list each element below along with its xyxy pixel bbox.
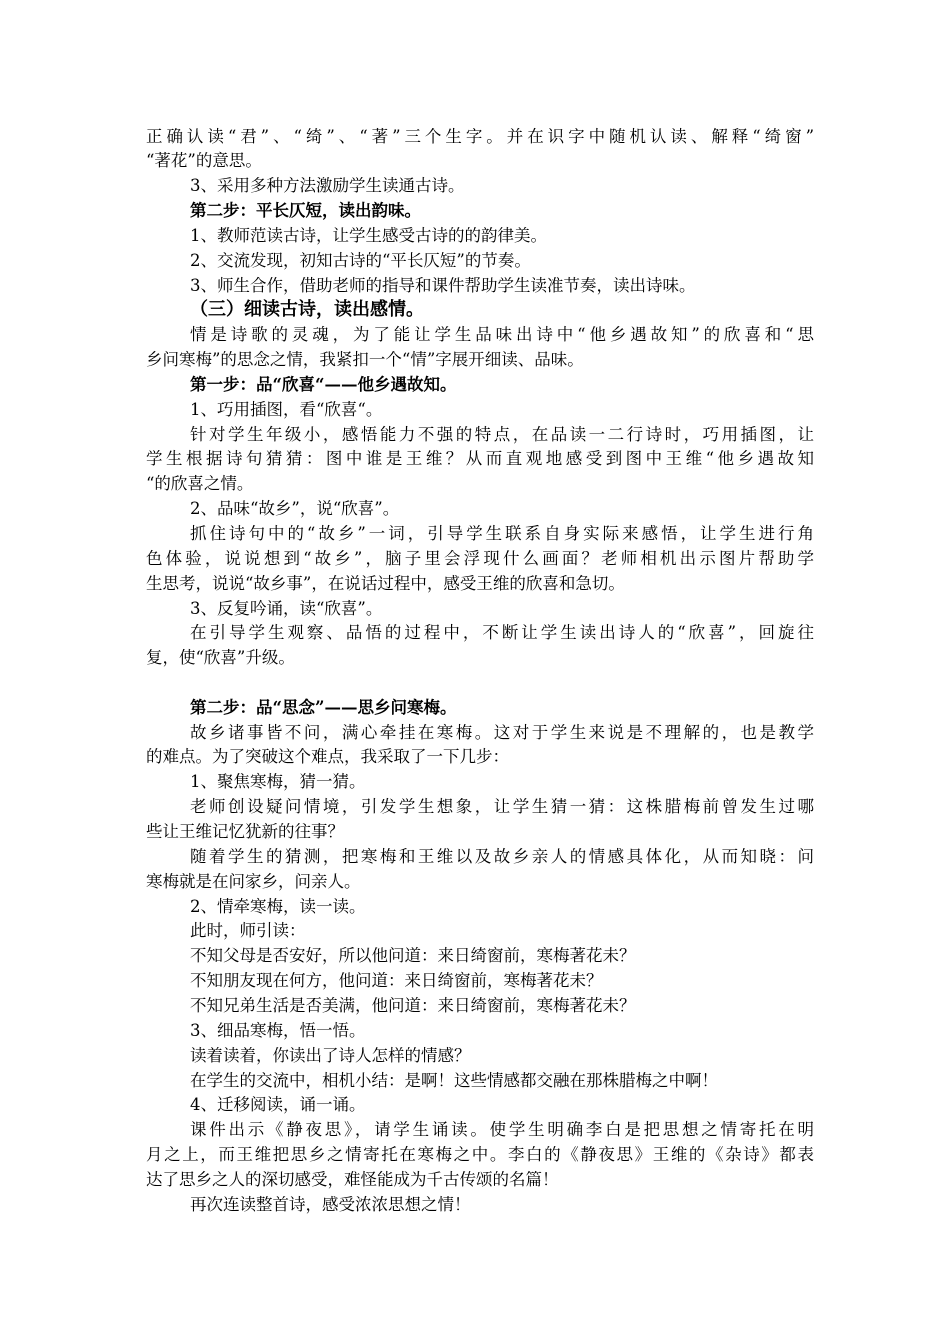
paragraph-line: 学生根据诗句猜猜：图中谁是王维？从而直观地感受到图中王维“他乡遇故知: [146, 449, 814, 468]
list-item: 2、情牵寒梅，读一读。: [190, 897, 366, 916]
paragraph-line: 生思考，说说“故乡事”，在说话过程中，感受王维的欣喜和急切。: [146, 574, 625, 593]
paragraph-line: 复，使“欣喜”升级。: [146, 648, 295, 667]
paragraph-line: 课件出示《静夜思》，请学生诵读。使学生明确李白是把思想之情寄托在明: [190, 1120, 814, 1139]
paragraph-line: 老师创设疑问情境，引发学生想象，让学生猜一猜：这株腊梅前曾发生过哪: [190, 797, 814, 816]
list-item: 2、品味“故乡”，说“欣喜”。: [190, 499, 400, 518]
paragraph-line: 在学生的交流中，相机小结：是啊！这些情感都交融在那株腊梅之中啊！: [190, 1071, 718, 1090]
step-heading: 第二步：品“思念”——思乡问寒梅。: [190, 698, 457, 717]
paragraph-line: 正确认读“君”、“绮”、“著”三个生字。并在识字中随机认读、解释“绮窗”: [146, 127, 814, 146]
paragraph-line: 不知父母是否安好，所以他问道：来日绮窗前，寒梅著花未？: [190, 946, 636, 965]
step-heading: 第一步：品“欣喜“——他乡遇故知。: [190, 375, 457, 394]
paragraph-line: “的欣喜之情。: [146, 474, 254, 493]
section-heading: （三）细读古诗，读出感情。: [190, 299, 424, 320]
paragraph-line: 色体验，说说想到“故乡”，脑子里会浮现什么画面？老师相机出示图片帮助学: [146, 549, 814, 568]
paragraph-line: 些让王维记忆犹新的往事？: [146, 822, 344, 841]
paragraph-line: 故乡诸事皆不问，满心牵挂在寒梅。这对于学生来说是不理解的，也是教学: [190, 723, 814, 742]
paragraph-line: 月之上，而王维把思乡之情寄托在寒梅之中。李白的《静夜思》王维的《杂诗》都表: [146, 1145, 814, 1164]
paragraph-line: 寒梅就是在问家乡，问亲人。: [146, 872, 361, 891]
list-item: 1、巧用插图，看“欣喜“。: [190, 400, 383, 419]
paragraph-line: 情是诗歌的灵魂，为了能让学生品味出诗中“他乡遇故知”的欣喜和“思: [190, 325, 814, 344]
paragraph-line: 针对学生年级小，感悟能力不强的特点，在品读一二行诗时，巧用插图，让: [190, 425, 814, 444]
paragraph-line: 随着学生的猜测，把寒梅和王维以及故乡亲人的情感具体化，从而知晓：问: [190, 847, 814, 866]
step-heading: 第二步：平长仄短，读出韵味。: [190, 201, 421, 220]
list-item: 1、聚焦寒梅，猜一猜。: [190, 772, 366, 791]
paragraph-line: 在引导学生观察、品悟的过程中，不断让学生读出诗人的“欣喜”，回旋往: [190, 623, 814, 642]
paragraph-line: 达了思乡之人的深切感受，难怪能成为千古传颂的名篇！: [146, 1170, 559, 1189]
paragraph-line: 的难点。为了突破这个难点，我采取了一下几步：: [146, 747, 509, 766]
paragraph-line: 抓住诗句中的“故乡”一词，引导学生联系自身实际来感悟，让学生进行角: [190, 524, 814, 543]
paragraph-line: 读着读着，你读出了诗人怎样的情感？: [190, 1046, 471, 1065]
list-item: 4、迁移阅读，诵一诵。: [190, 1095, 366, 1114]
paragraph-line: 乡问寒梅”的思念之情，我紧扣一个“情”字展开细读、品味。: [146, 350, 584, 369]
list-item: 3、细品寒梅，悟一悟。: [190, 1021, 366, 1040]
list-item: 2、交流发现，初知古诗的“平长仄短”的节奏。: [190, 251, 531, 270]
paragraph-line: 不知兄弟生活是否美满，他问道：来日绮窗前，寒梅著花未？: [190, 996, 636, 1015]
list-item: 3、师生合作，借助老师的指导和课件帮助学生读准节奏，读出诗味。: [190, 276, 696, 295]
list-item: 1、教师范读古诗，让学生感受古诗的的韵律美。: [190, 226, 547, 245]
paragraph-line: 此时，师引读：: [190, 921, 306, 940]
list-item: 3、采用多种方法激励学生读通古诗。: [190, 176, 465, 195]
paragraph-line: 不知朋友现在何方，他问道：来日绮窗前，寒梅著花未？: [190, 971, 603, 990]
list-item: 3、反复吟诵，读“欣喜”。: [190, 599, 383, 618]
paragraph-line: 再次连读整首诗，感受浓浓思想之情！: [190, 1195, 471, 1214]
paragraph-line: “著花”的意思。: [146, 151, 262, 170]
